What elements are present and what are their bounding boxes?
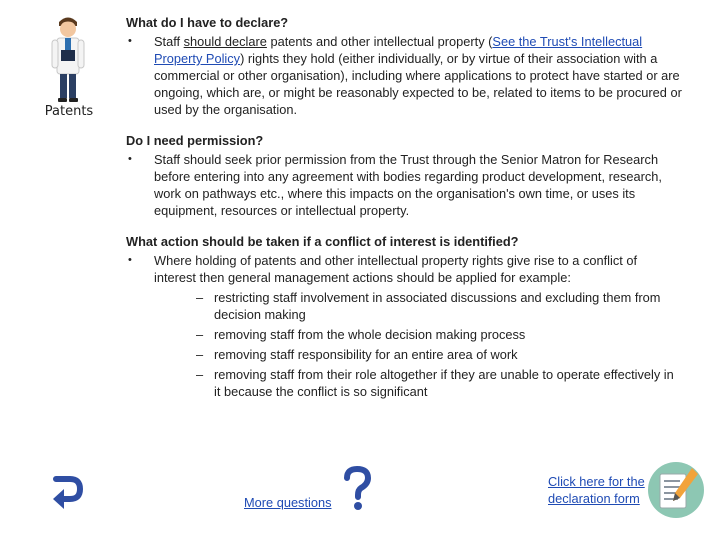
bullet-item <box>126 33 682 118</box>
form-pencil-icon[interactable] <box>648 458 704 522</box>
bullet-text-post: ) rights they hold (either individually, or by virtue of their association with a commercial or other organisation), including where applications to protect have started or are ongoing, which are, or might be reasonably expected to be, related to items to be procured or used by the organisation. <box>154 51 682 117</box>
section-heading: What do I have to declare? <box>126 15 289 30</box>
sub-list-item: – removing staff responsibility for an entire area of work <box>186 346 682 363</box>
section-heading: Do I need permission? <box>126 133 264 148</box>
should-declare-text: should declare <box>183 34 267 49</box>
bullet-list <box>126 252 682 400</box>
section-declare <box>126 14 682 118</box>
section-conflict-action <box>126 233 682 400</box>
bullet-item <box>126 252 682 400</box>
ip-policy-link[interactable]: See the Trust's Intellectual Property Policy <box>154 34 643 66</box>
bullet-list <box>126 33 682 118</box>
section-heading: What action should be taken if a conflict of interest is identified? <box>126 234 519 249</box>
section-permission <box>126 132 682 219</box>
bullet-text-pre: Staff <box>154 34 184 49</box>
sub-list-item: – removing staff from their role altogether if they are unable to operate effectively in it because the conflict is so significant <box>186 366 682 400</box>
sub-list-item: – restricting staff involvement in associated discussions and excluding them from decision making <box>186 289 682 323</box>
declaration-form-link[interactable]: Click here for the declaration form <box>548 474 645 506</box>
main-content <box>126 14 682 414</box>
more-questions-link[interactable]: More questions <box>244 495 332 510</box>
bullet-text: Where holding of patents and other intellectual property rights give rise to a conflict of interest then general management actions should be applied for example: <box>154 253 637 285</box>
bullet-list <box>126 151 682 219</box>
bullet-text-mid: patents and other intellectual property ( <box>266 34 493 49</box>
sub-list-item: – removing staff from the whole decision making process <box>186 326 682 343</box>
doctor-icon <box>48 14 88 104</box>
question-mark-icon[interactable] <box>342 466 372 512</box>
sidebar-label: Patents <box>44 104 94 119</box>
return-arrow-icon[interactable] <box>50 476 84 514</box>
bullet-item: • Staff should seek prior permission from the Trust through the Senior Matron for Research before entering into any agreement with bodies regarding product development, research, work on pathways etc., where this impacts on the organisation's own time, or uses its equipment, resources or intellectual property. <box>126 151 682 219</box>
sub-list <box>154 289 682 400</box>
